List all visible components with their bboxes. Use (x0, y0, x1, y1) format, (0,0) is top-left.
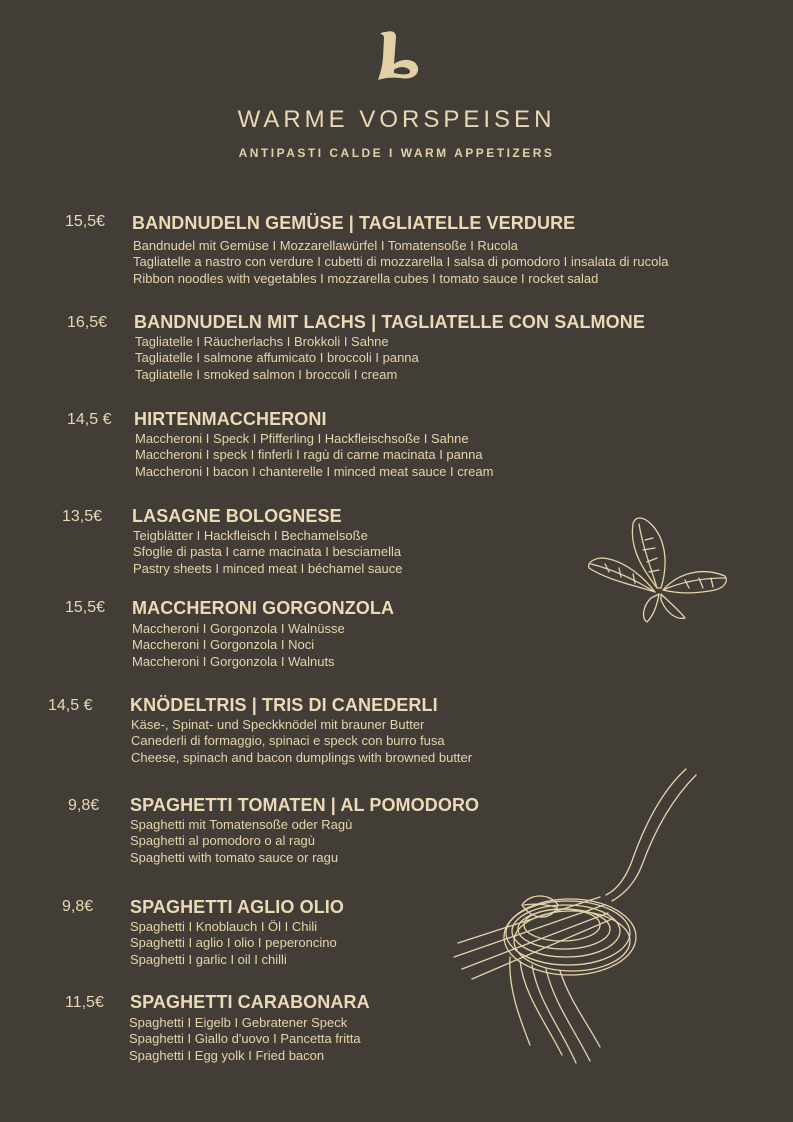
item-description (131, 717, 472, 766)
description-line-en: Spaghetti I garlic I oil I chilli (130, 951, 287, 967)
item-price: 14,5 € (67, 411, 112, 428)
description-line-it: Maccheroni I speck I finferli I ragù di carne macinata I panna (135, 447, 483, 463)
description-line-it: Maccheroni I Gorgonzola I Noci (132, 637, 315, 653)
item-price: 11,5€ (65, 994, 104, 1011)
description-line-de: Spaghetti I Eigelb I Gebratener Speck (129, 1015, 348, 1030)
item-price: 15,5€ (65, 213, 106, 230)
description-line-de: Käse-, Spinat- und Speckknödel mit brauner Butter (131, 717, 425, 732)
item-name: HIRTENMACCHERONI (134, 409, 327, 429)
item-price: 16,5€ (67, 314, 108, 331)
item-name: SPAGHETTI AGLIO OLIO (130, 897, 345, 917)
description-line-de: Bandnudel mit Gemüse I Mozzarellawürfel I Tomatensoße I Rucola (133, 238, 518, 253)
section-subtitle: ANTIPASTI CALDE I WARM APPETIZERS (238, 146, 555, 160)
description-line-de: Maccheroni I Speck I Pfifferling I Hackfleischsoße I Sahne (135, 431, 469, 446)
item-price: 14,5 € (48, 697, 93, 714)
item-price: 9,8€ (62, 898, 94, 915)
item-price: 9,8€ (68, 797, 100, 814)
description-line-en: Cheese, spinach and bacon dumplings with browned butter (131, 749, 473, 765)
item-name: BANDNUDELN MIT LACHS | TAGLIATELLE CON SALMONE (134, 312, 645, 332)
fork-with-spaghetti-icon (450, 765, 705, 1070)
section-title: WARME VORSPEISEN (237, 106, 556, 133)
item-description (135, 431, 493, 480)
item-name: BANDNUDELN GEMÜSE | TAGLIATELLE VERDURE (132, 213, 576, 233)
item-name: SPAGHETTI CARABONARA (130, 992, 370, 1012)
item-name: SPAGHETTI TOMATEN | AL POMODORO (130, 795, 480, 815)
description-line-de: Tagliatelle I Räucherlachs I Brokkoli I Sahne (135, 334, 389, 349)
description-line-en: Spaghetti I Egg yolk I Fried bacon (129, 1047, 325, 1063)
description-line-en: Maccheroni I bacon I chanterelle I minced meat sauce I cream (135, 463, 494, 479)
description-line-it: Spaghetti I aglio I olio I peperoncino (130, 935, 337, 951)
description-line-en: Maccheroni I Gorgonzola I Walnuts (132, 653, 335, 669)
item-description (133, 528, 403, 577)
item-name: MACCHERONI GORGONZOLA (132, 598, 395, 618)
item-name: LASAGNE BOLOGNESE (132, 506, 342, 526)
item-description (135, 334, 419, 383)
item-price: 13,5€ (62, 508, 103, 525)
restaurant-logo (372, 28, 422, 82)
description-line-en: Ribbon noodles with vegetables I mozzarella cubes I tomato sauce I rocket salad (133, 270, 599, 286)
description-line-it: Tagliatelle a nastro con verdure I cubetti di mozzarella I salsa di pomodoro I insalata di rucola (133, 254, 669, 270)
description-line-en: Tagliatelle I smoked salmon I broccoli I cream (135, 366, 398, 382)
description-line-de: Teigblätter I Hackfleisch I Bechamelsoße (133, 528, 368, 543)
description-line-en: Pastry sheets I minced meat I béchamel sauce (133, 560, 403, 576)
description-line-it: Spaghetti al pomodoro o al ragù (130, 833, 316, 849)
basil-leaves-icon (585, 510, 730, 625)
item-description (132, 621, 345, 670)
description-line-de: Maccheroni I Gorgonzola I Walnüsse (132, 621, 345, 636)
item-description (133, 238, 668, 287)
description-line-de: Spaghetti I Knoblauch I Öl I Chili (130, 919, 318, 934)
item-name: KNÖDELTRIS | TRIS DI CANEDERLI (130, 695, 438, 715)
item-description (130, 919, 337, 968)
description-line-it: Sfoglie di pasta I carne macinata I besciamella (133, 544, 402, 560)
item-description (130, 817, 352, 866)
description-line-en: Spaghetti with tomato sauce or ragu (130, 849, 339, 865)
description-line-it: Canederli di formaggio, spinaci e speck con burro fusa (131, 733, 445, 749)
description-line-it: Tagliatelle I salmone affumicato I broccoli I panna (135, 350, 419, 366)
item-description (129, 1015, 361, 1064)
item-price: 15,5€ (65, 599, 106, 616)
description-line-de: Spaghetti mit Tomatensoße oder Ragù (130, 817, 353, 832)
description-line-it: Spaghetti I Giallo d'uovo I Pancetta fritta (129, 1031, 361, 1047)
